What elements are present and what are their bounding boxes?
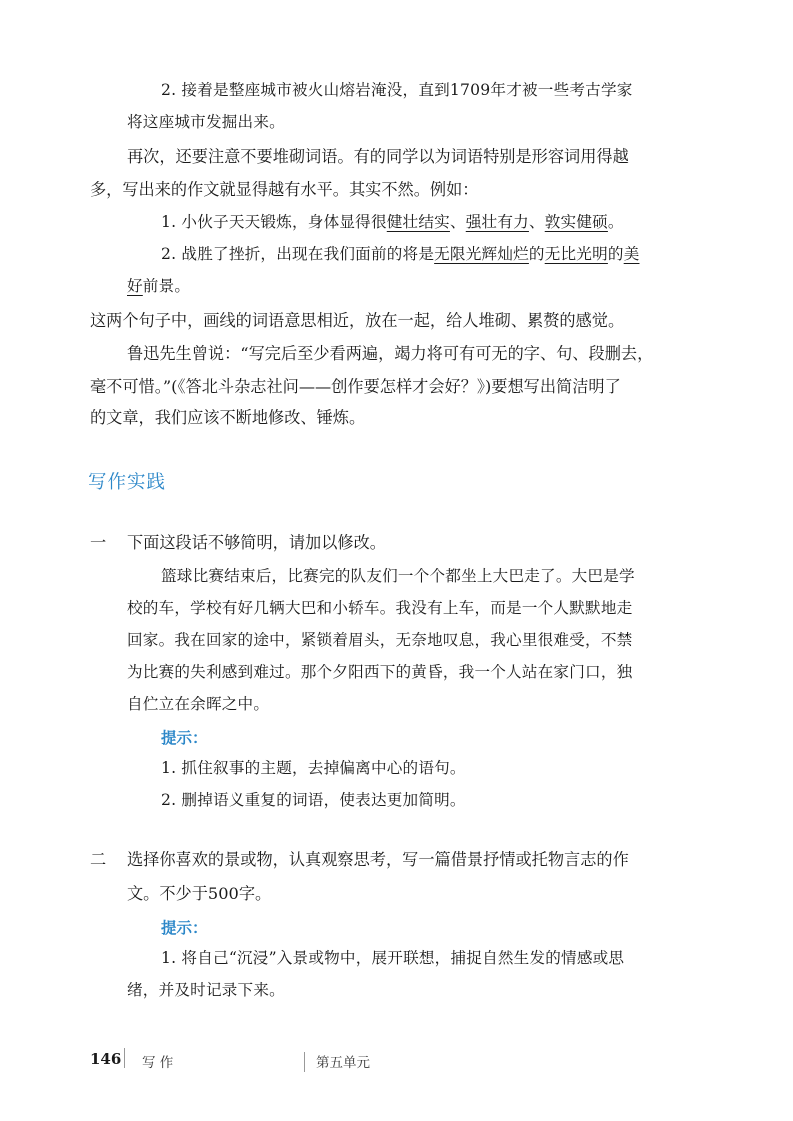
footer-divider xyxy=(124,1048,125,1068)
task2-prompt-line2: 文。不少于500字。 xyxy=(127,884,272,903)
task1-number: 一 xyxy=(90,533,107,552)
task2-hint1-line2: 绪，并及时记录下来。 xyxy=(127,981,285,999)
task1-passage-line3: 回家。我在回家的途中，紧锁着眉头，无奈地叹息，我心里很难受，不禁 xyxy=(127,631,633,649)
underlined-phrase: 无比光明 xyxy=(544,245,608,263)
footer-divider xyxy=(304,1052,305,1072)
underlined-phrase: 无限光辉灿烂 xyxy=(434,245,529,263)
underlined-phrase: 强壮有力 xyxy=(465,213,529,231)
connector: 的 xyxy=(528,245,545,263)
separator: 、 xyxy=(528,213,545,231)
separator: 、 xyxy=(449,213,466,231)
example-a-item2-line1: 2. 接着是整座城市被火山熔岩淹没，直到1709年才被一些考古学家 xyxy=(161,81,633,99)
luxun-paragraph-line1: 鲁迅先生曾说：“写完后至少看两遍，竭力将可有可无的字、句、段删去， xyxy=(127,344,654,363)
footer-unit: 第五单元 xyxy=(316,1055,370,1071)
task1-hint1: 1. 抓住叙事的主题，去掉偏离中心的语句。 xyxy=(161,759,466,777)
page-number: 146 xyxy=(90,1050,122,1068)
task2-number: 二 xyxy=(90,850,107,869)
task1-passage-line2: 校的车，学校有好几辆大巴和小轿车。我没有上车，而是一个人默默地走 xyxy=(127,599,633,617)
task1-passage-line1: 篮球比赛结束后，比赛完的队友们一个个都坐上大巴走了。大巴是学 xyxy=(161,567,635,585)
section-title: 写作实践 xyxy=(88,472,167,493)
task1-passage-line5: 自伫立在余晖之中。 xyxy=(127,695,270,713)
explain-paragraph: 这两个句子中，画线的词语意思相近，放在一起，给人堆砌、累赘的感觉。 xyxy=(90,311,625,330)
pile-paragraph-line1: 再次，还要注意不要堆砌词语。有的同学以为词语特别是形容词用得越 xyxy=(127,147,629,166)
example-b-item1-prefix: 1. 小伙子天天锻炼，身体显得很 xyxy=(161,213,387,231)
underlined-phrase: 健壮结实 xyxy=(386,213,450,231)
task1-passage-line4: 为比赛的失利感到难过。那个夕阳西下的黄昏，我一个人站在家门口，独 xyxy=(127,663,633,681)
sentence-end: 前景。 xyxy=(142,277,191,295)
underlined-phrase: 美 xyxy=(623,245,640,263)
task1-hint2: 2. 删掉语义重复的词语，使表达更加简明。 xyxy=(161,791,466,809)
example-b-item2-prefix: 2. 战胜了挫折，出现在我们面前的将是 xyxy=(161,245,435,263)
example-b-item1 xyxy=(161,212,624,232)
task1-prompt: 下面这段话不够简明，请加以修改。 xyxy=(127,533,386,552)
pile-paragraph-line2: 多，写出来的作文就显得越有水平。其实不然。例如： xyxy=(90,180,479,199)
connector: 的 xyxy=(607,245,624,263)
footer-book-section: 写 作 xyxy=(142,1055,174,1071)
task2-hint-label: 提示： xyxy=(161,919,208,937)
underlined-phrase: 好 xyxy=(127,277,143,295)
example-a-item2-line2: 将这座城市发掘出来。 xyxy=(127,113,285,131)
sentence-end: 。 xyxy=(607,213,624,231)
example-b-item2-line1 xyxy=(161,244,639,264)
luxun-paragraph-line3: 的文章，我们应该不断地修改、锤炼。 xyxy=(90,408,366,427)
underlined-phrase: 敦实健硕 xyxy=(544,213,608,231)
task1-hint-label: 提示： xyxy=(161,729,208,747)
task2-hint1-line1: 1. 将自己“沉浸”入景或物中，展开联想，捕捉自然生发的情感或思 xyxy=(161,949,625,967)
luxun-paragraph-line2: 毫不可惜。”(《答北斗杂志社问——创作要怎样才会好？》)要想写出简洁明了 xyxy=(90,377,621,396)
example-b-item2-line2 xyxy=(127,276,190,296)
task2-prompt-line1: 选择你喜欢的景或物，认真观察思考，写一篇借景抒情或托物言志的作 xyxy=(127,850,629,869)
